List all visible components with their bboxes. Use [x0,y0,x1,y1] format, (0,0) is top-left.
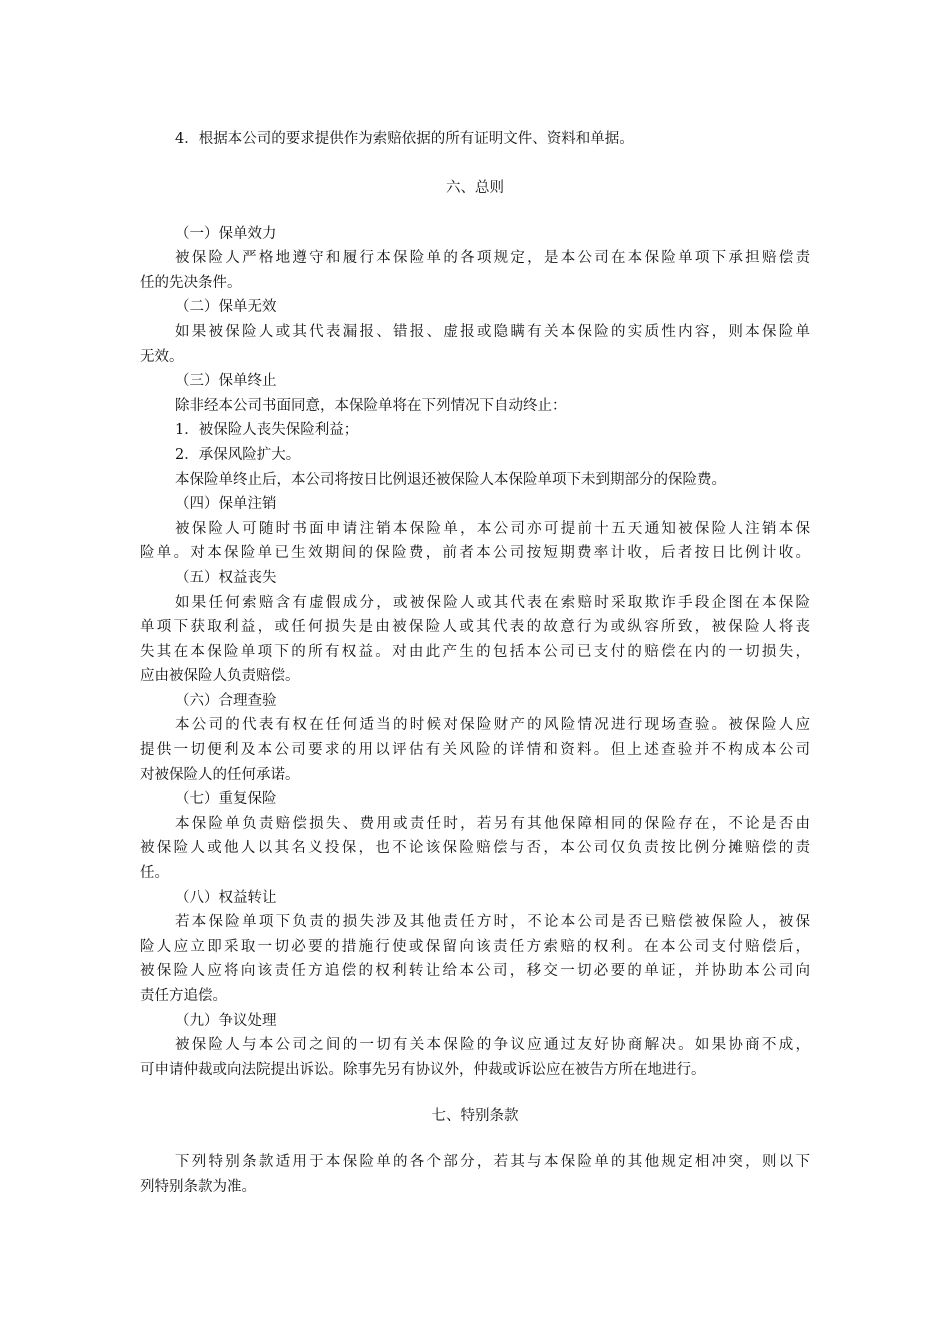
paragraph-line: 险单。对本保险单已生效期间的保险费，前者本公司按短期费率计收，后者按日比例计收。 [140,545,810,562]
subsection-6-title: （六）合理查验 [175,692,277,709]
paragraph-line: 被保险人可随时书面申请注销本保险单，本公司亦可提前十五天通知被保险人注销本保 [175,520,810,537]
paragraph-line: 下列特别条款适用于本保险单的各个部分，若其与本保险单的其他规定相冲突，则以下 [175,1154,810,1171]
paragraph-line: 可申请仲裁或向法院提出诉讼。除事先另有协议外，仲裁或诉讼应在被告方所在地进行。 [140,1061,706,1078]
paragraph-line: 除非经本公司书面同意，本保险单将在下列情况下自动终止： [175,397,567,414]
paragraph-line: 对被保险人的任何承诺。 [140,766,300,783]
paragraph-line: 任的先决条件。 [140,274,242,291]
list-item: 2．承保风险扩大。 [175,446,301,463]
paragraph-line: 被保险人与本公司之间的一切有关本保险的争议应通过友好协商解决。如果协商不成， [175,1037,810,1054]
section-6-title: 六、总则 [446,179,504,196]
paragraph-line: 无效。 [140,348,184,365]
paragraph-line: 应由被保险人负责赔偿。 [140,668,300,685]
paragraph-line: 单项下获取利益，或任何损失是由被保险人或其代表的故意行为或纵容所致，被保险人将丧 [140,619,810,636]
paragraph-line: 被保险人应将向该责任方追偿的权利转让给本公司，移交一切必要的单证，并协助本公司向 [140,963,810,980]
paragraph-line: 提供一切便利及本公司要求的用以评估有关风险的详情和资料。但上述查验并不构成本公司 [140,742,810,759]
claim-item-4: 4．根据本公司的要求提供作为索赔依据的所有证明文件、资料和单据。 [175,131,634,147]
subsection-1-title: （一）保单效力 [175,225,277,242]
subsection-7-title: （七）重复保险 [175,791,277,808]
paragraph-line: 责任方追偿。 [140,988,227,1004]
paragraph-line: 任。 [140,865,169,882]
paragraph-line: 若本保险单项下负责的损失涉及其他责任方时，不论本公司是否已赔偿被保险人，被保 [175,914,810,931]
subsection-3-title: （三）保单终止 [175,373,277,390]
subsection-4-title: （四）保单注销 [175,496,277,513]
paragraph-line: 列特别条款为准。 [140,1178,256,1195]
list-item: 1．被保险人丧失保险利益； [175,422,359,439]
paragraph-line: 失其在本保险单项下的所有权益。对由此产生的包括本公司已支付的赔偿在内的一切损失， [140,643,810,660]
paragraph-line: 被保险人严格地遵守和履行本保险单的各项规定，是本公司在本保险单项下承担赔偿责 [175,250,810,267]
paragraph-line: 险人应立即采取一切必要的措施行使或保留向该责任方索赔的权利。在本公司支付赔偿后， [140,938,810,955]
section-7-title: 七、特别条款 [431,1108,519,1125]
subsection-5-title: （五）权益丧失 [175,569,277,586]
paragraph-line: 本保险单负责赔偿损失、费用或责任时，若另有其他保障相同的保险存在，不论是否由 [175,815,810,832]
subsection-8-title: （八）权益转让 [175,889,277,906]
subsection-9-title: （九）争议处理 [175,1012,277,1029]
paragraph-line: 本保险单终止后，本公司将按日比例退还被保险人本保险单项下未到期部分的保险费。 [175,471,726,488]
paragraph-line: 被保险人或他人以其名义投保，也不论该保险赔偿与否，本公司仅负责按比例分摊赔偿的责 [140,840,810,857]
subsection-2-title: （二）保单无效 [175,299,277,316]
paragraph-line: 本公司的代表有权在任何适当的时候对保险财产的风险情况进行现场查验。被保险人应 [175,717,810,734]
paragraph-line: 如果被保险人或其代表漏报、错报、虚报或隐瞒有关本保险的实质性内容，则本保险单 [175,323,810,340]
document-body [140,127,810,1200]
paragraph-line: 如果任何索赔含有虚假成分，或被保险人或其代表在索赔时采取欺诈手段企图在本保险 [175,594,810,611]
